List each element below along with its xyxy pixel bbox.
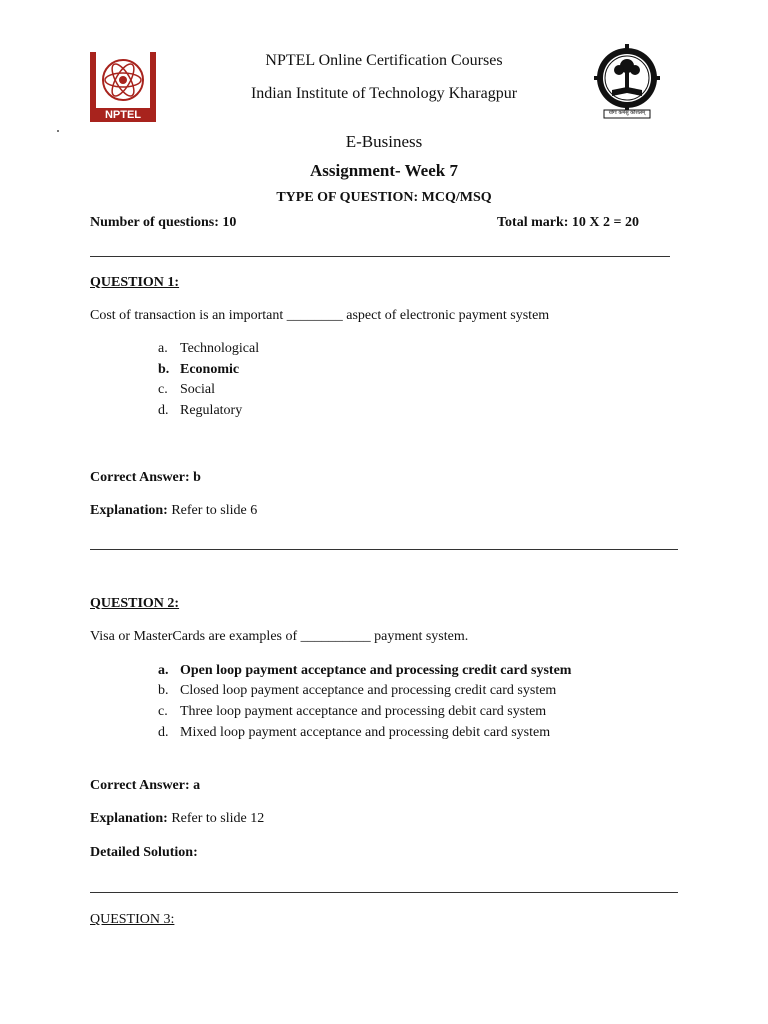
course-title: E-Business (345, 132, 423, 151)
divider (90, 892, 678, 893)
header-line-2: Indian Institute of Technology Kharagpur (250, 85, 518, 102)
divider (90, 549, 678, 550)
question-2-option-d: d. Mixed loop payment acceptance and processing debit card system (158, 725, 551, 740)
question-1-correct-answer: Correct Answer: b (90, 470, 201, 485)
question-1-option-b: b. Economic (158, 362, 240, 377)
total-mark: Total mark: 10 X 2 = 20 (497, 215, 640, 230)
question-2-detailed-solution: Detailed Solution: (90, 845, 198, 860)
nptel-logo-text: NPTEL (104, 109, 142, 121)
question-2-option-b: b. Closed loop payment acceptance and processing credit card system (158, 683, 557, 698)
question-2-explanation: Explanation: Refer to slide 12 (90, 811, 265, 826)
number-of-questions: Number of questions: 10 (90, 215, 237, 230)
question-2-option-c: c. Three loop payment acceptance and processing debit card system (158, 704, 547, 719)
question-2-heading: QUESTION 2: (90, 596, 180, 611)
question-1-text: Cost of transaction is an important ________ aspect of electronic payment system (90, 308, 550, 323)
question-2-correct-answer: Correct Answer: a (90, 778, 201, 793)
question-type: TYPE OF QUESTION: MCQ/MSQ (276, 190, 492, 205)
question-1-option-a: a. Technological (158, 341, 260, 356)
question-2-option-a: a. Open loop payment acceptance and processing credit card system (158, 663, 572, 678)
question-2-text: Visa or MasterCards are examples of __________ payment system. (90, 629, 469, 644)
header-line-1: NPTEL Online Certification Courses (265, 52, 503, 69)
assignment-title: Assignment- Week 7 (310, 161, 458, 180)
question-3-heading: QUESTION 3: (90, 912, 175, 927)
question-1-option-c: c. Social (158, 382, 215, 397)
question-1-heading: QUESTION 1: (90, 275, 180, 290)
question-1-option-d: d. Regulatory (158, 403, 243, 418)
question-1-explanation: Explanation: Refer to slide 6 (90, 503, 258, 518)
divider (90, 256, 670, 257)
iit-logo-motto: योगः कर्मसु कौशलम् (608, 110, 646, 116)
